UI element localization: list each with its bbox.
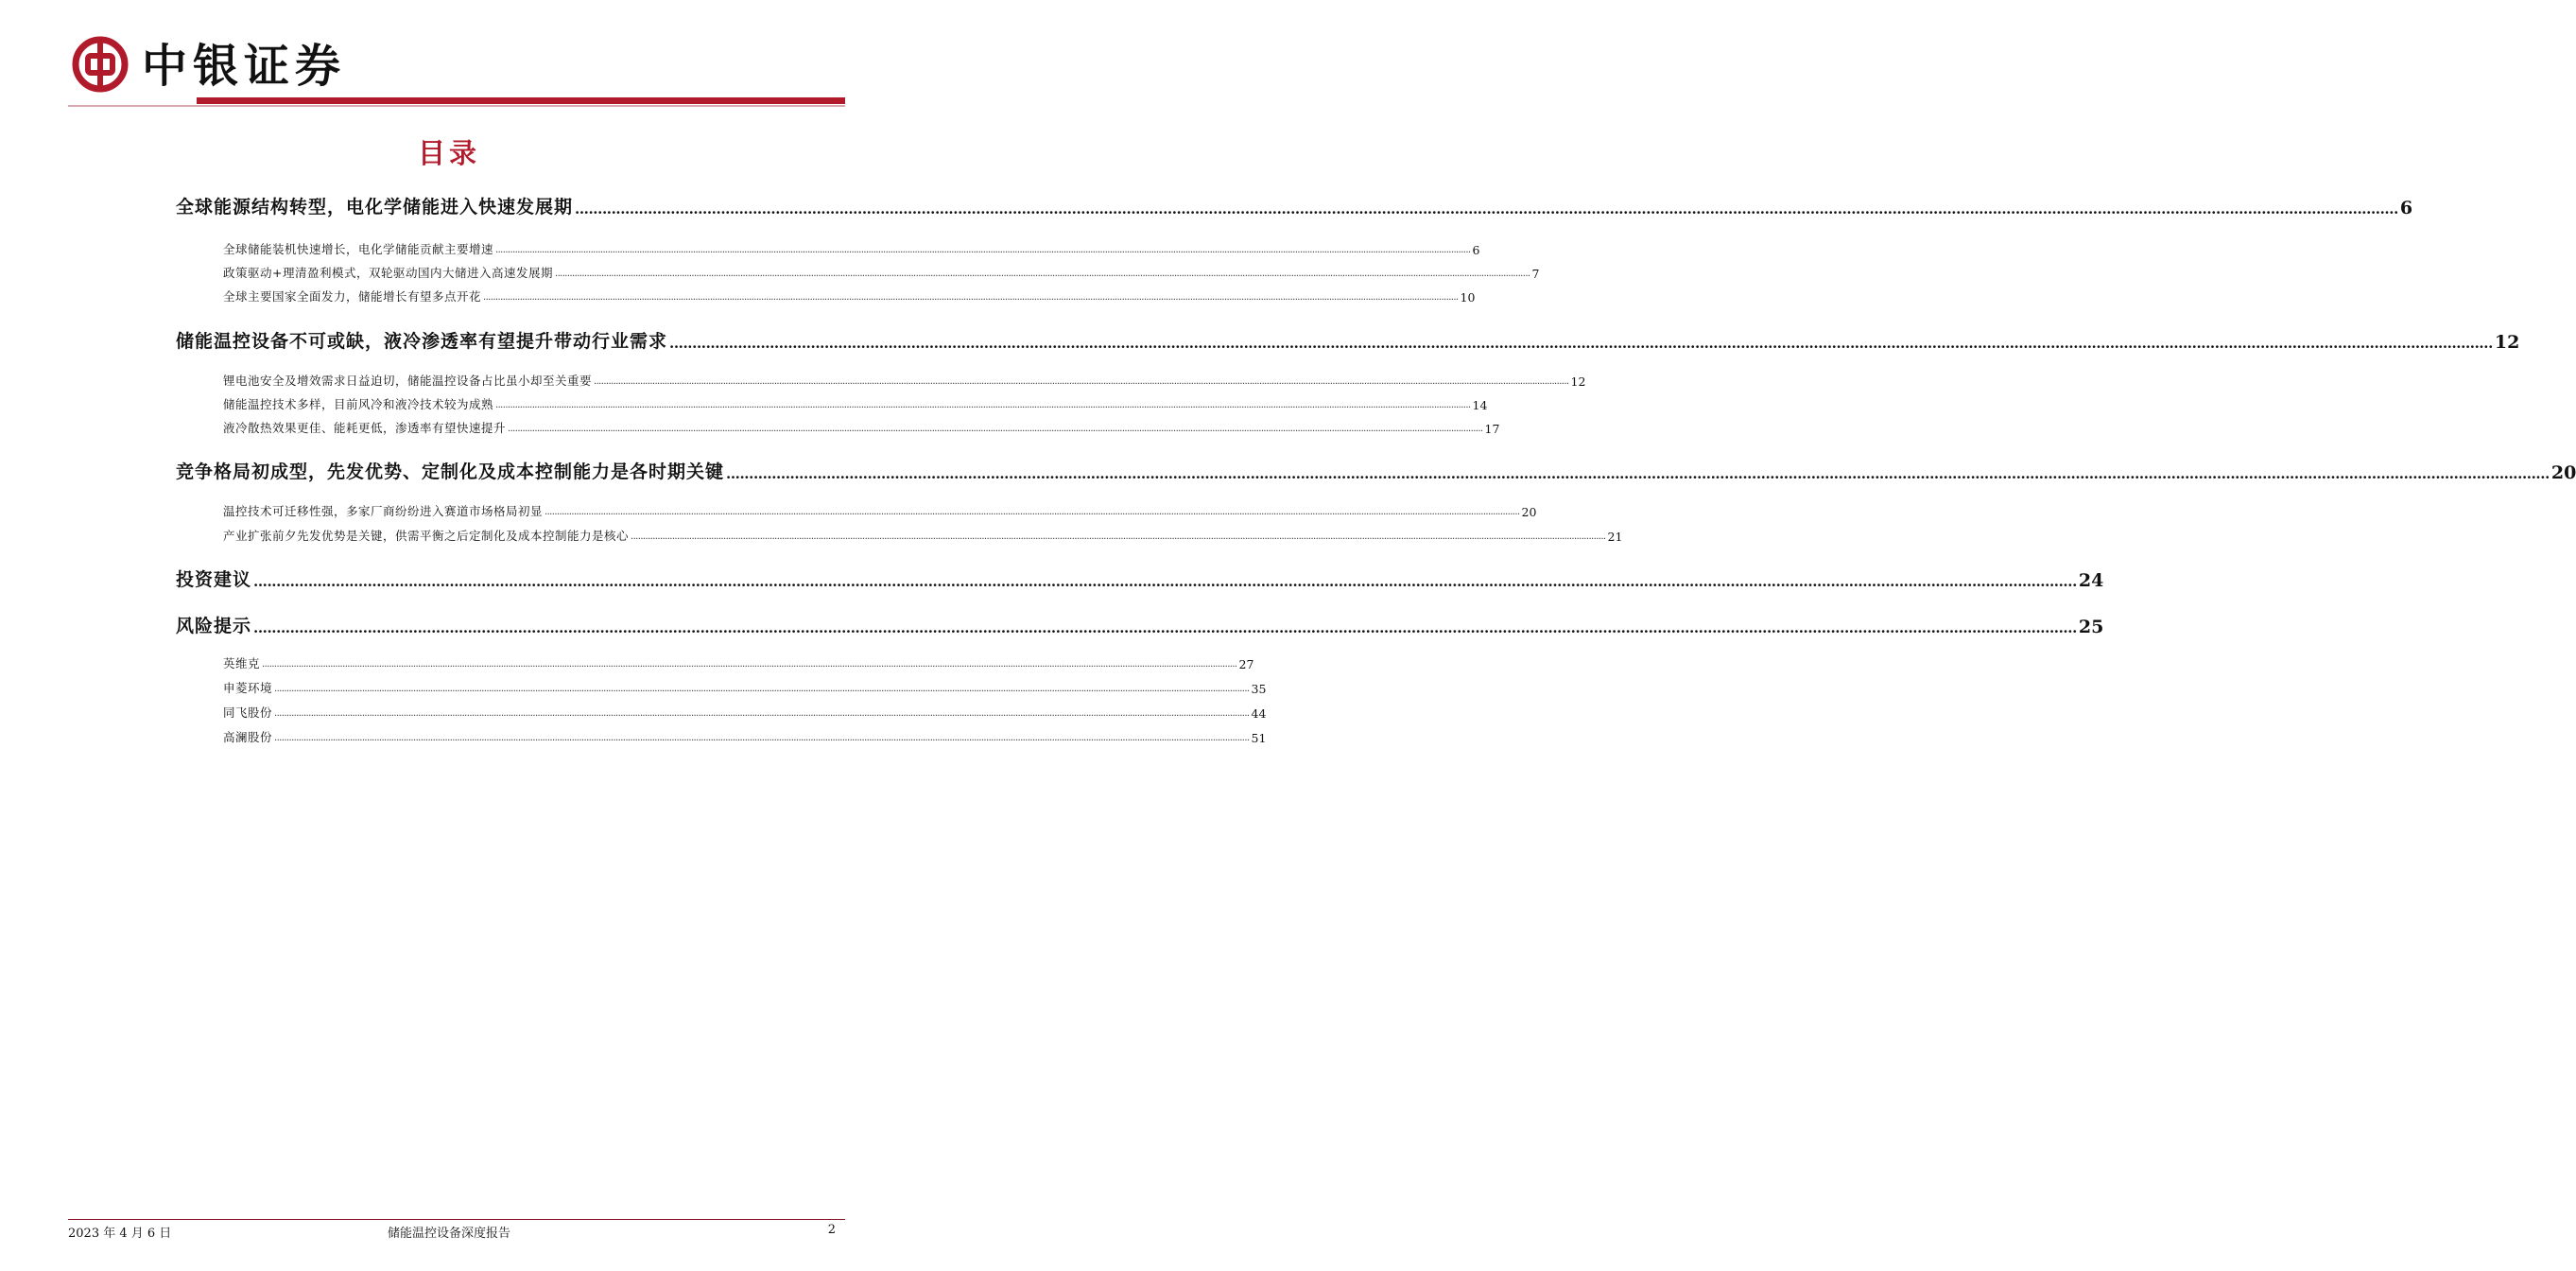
toc-entry-title: 储能温控设备不可或缺，液冷渗透率有望提升带动行业需求	[176, 331, 668, 352]
toc-entry-title: 储能温控技术多样，目前风冷和液冷技术较为成熟	[223, 397, 494, 411]
toc-entry-level1[interactable]	[176, 565, 2104, 591]
header-thin-rule	[68, 105, 845, 107]
toc-entry-level2[interactable]	[223, 704, 1267, 721]
toc-leader-dots: ................................................................................................................................................................................................................................................................................................................................................................................................................	[262, 659, 1237, 670]
footer-rule	[68, 1219, 845, 1220]
bank-of-china-logo-icon	[72, 36, 129, 93]
toc-entry-level1[interactable]	[176, 457, 2576, 483]
toc-entry-title: 同飞股份	[223, 705, 273, 720]
toc-page-number: 20	[1521, 505, 1537, 519]
toc-entry-title: 全球储能装机快速增长，电化学储能贡献主要增速	[223, 242, 494, 256]
toc-leader-dots: ................................................................................................................................................................................................................................................................................................................................................................................................................	[669, 335, 2493, 352]
toc-title: 目录	[417, 137, 480, 169]
toc-leader-dots: ................................................................................................................................................................................................................................................................................................................................................................................................................	[554, 269, 1530, 279]
toc-entry-level2[interactable]	[223, 287, 1476, 305]
toc-entry-title: 申菱环境	[223, 681, 273, 695]
toc-leader-dots: ................................................................................................................................................................................................................................................................................................................................................................................................................	[274, 684, 1250, 694]
toc-entry-level1[interactable]	[176, 192, 2413, 218]
footer-page-number: 2	[827, 1223, 836, 1237]
toc-entry-level2[interactable]	[223, 240, 1480, 257]
toc-entry-level2[interactable]	[223, 654, 1254, 671]
toc-entry-level1[interactable]	[176, 326, 2520, 353]
toc-page-number: 17	[1484, 422, 1500, 436]
toc-page-number: 20	[2550, 462, 2576, 483]
toc-entry-title: 竞争格局初成型，先发优势、定制化及成本控制能力是各时期关键	[176, 461, 725, 482]
toc-entry-title: 投资建议	[176, 569, 252, 590]
toc-entry-title: 英维克	[223, 656, 261, 670]
toc-page-number: 44	[1251, 706, 1267, 721]
toc-entry-level2[interactable]	[223, 264, 1540, 281]
toc-leader-dots: ................................................................................................................................................................................................................................................................................................................................................................................................................	[483, 292, 1459, 303]
toc-entry-title: 风险提示	[176, 616, 252, 636]
brand-name: 中银证券	[142, 40, 347, 93]
toc-page-number: 14	[1472, 398, 1488, 412]
toc-entry-level2[interactable]	[223, 372, 1586, 389]
toc-page-number: 6	[1472, 243, 1480, 257]
toc-page-number: 35	[1251, 682, 1267, 696]
toc-page-number: 27	[1238, 657, 1254, 671]
toc-entry-level2[interactable]	[223, 395, 1488, 412]
toc-entry-title: 全球能源结构转型，电化学储能进入快速发展期	[176, 197, 574, 218]
toc-leader-dots: ................................................................................................................................................................................................................................................................................................................................................................................................................	[495, 245, 1471, 255]
footer-report-name: 储能温控设备深度报告	[387, 1227, 510, 1241]
toc-entry-level2[interactable]	[223, 502, 1537, 519]
toc-entry-level2[interactable]	[223, 679, 1267, 696]
toc-entry-level1[interactable]	[176, 611, 2104, 637]
toc-entry-level2[interactable]	[223, 728, 1267, 745]
toc-leader-dots: ................................................................................................................................................................................................................................................................................................................................................................................................................	[495, 400, 1471, 410]
toc-page-number: 24	[2078, 570, 2104, 591]
toc-entry-title: 全球主要国家全面发力，储能增长有望多点开花	[223, 289, 482, 304]
toc-page-number: 7	[1531, 267, 1540, 281]
toc-entry-title: 政策驱动+理清盈利模式，双轮驱动国内大储进入高速发展期	[223, 266, 553, 280]
toc-leader-dots: ................................................................................................................................................................................................................................................................................................................................................................................................................	[545, 507, 1520, 517]
toc-page-number: 51	[1251, 731, 1267, 745]
toc-leader-dots: ................................................................................................................................................................................................................................................................................................................................................................................................................	[508, 424, 1483, 434]
footer-date: 2023 年 4 月 6 日	[68, 1227, 172, 1241]
toc-page-number: 6	[2399, 198, 2413, 218]
toc-page-number: 21	[1607, 530, 1623, 544]
page-header	[68, 32, 845, 106]
toc-page-number: 12	[1570, 374, 1586, 389]
toc-entry-level2[interactable]	[223, 419, 1500, 436]
toc-page-number: 10	[1460, 290, 1476, 305]
toc-entry-title: 产业扩张前夕先发优势是关键，供需平衡之后定制化及成本控制能力是核心	[223, 529, 630, 543]
toc-page-number: 25	[2078, 617, 2104, 637]
toc-leader-dots: ................................................................................................................................................................................................................................................................................................................................................................................................................	[253, 619, 2077, 636]
toc-leader-dots: ................................................................................................................................................................................................................................................................................................................................................................................................................	[726, 465, 2550, 482]
toc-leader-dots: ................................................................................................................................................................................................................................................................................................................................................................................................................	[594, 376, 1569, 387]
toc-entry-title: 锂电池安全及增效需求日益迫切，储能温控设备占比虽小却至关重要	[223, 374, 593, 388]
toc-leader-dots: ................................................................................................................................................................................................................................................................................................................................................................................................................	[274, 708, 1250, 719]
toc-leader-dots: ................................................................................................................................................................................................................................................................................................................................................................................................................	[631, 531, 1606, 542]
toc-entry-level2[interactable]	[223, 527, 1623, 544]
toc-entry-title: 液冷散热效果更佳、能耗更低，渗透率有望快速提升	[223, 421, 507, 435]
toc-page-number: 12	[2494, 332, 2520, 353]
toc-entry-title: 高澜股份	[223, 730, 273, 744]
toc-leader-dots: ................................................................................................................................................................................................................................................................................................................................................................................................................	[274, 733, 1250, 743]
toc-entry-title: 温控技术可迁移性强，多家厂商纷纷进入赛道市场格局初显	[223, 504, 544, 518]
toc-leader-dots: ................................................................................................................................................................................................................................................................................................................................................................................................................	[253, 573, 2077, 590]
toc-leader-dots: ................................................................................................................................................................................................................................................................................................................................................................................................................	[575, 200, 2398, 218]
header-rule	[197, 97, 845, 104]
